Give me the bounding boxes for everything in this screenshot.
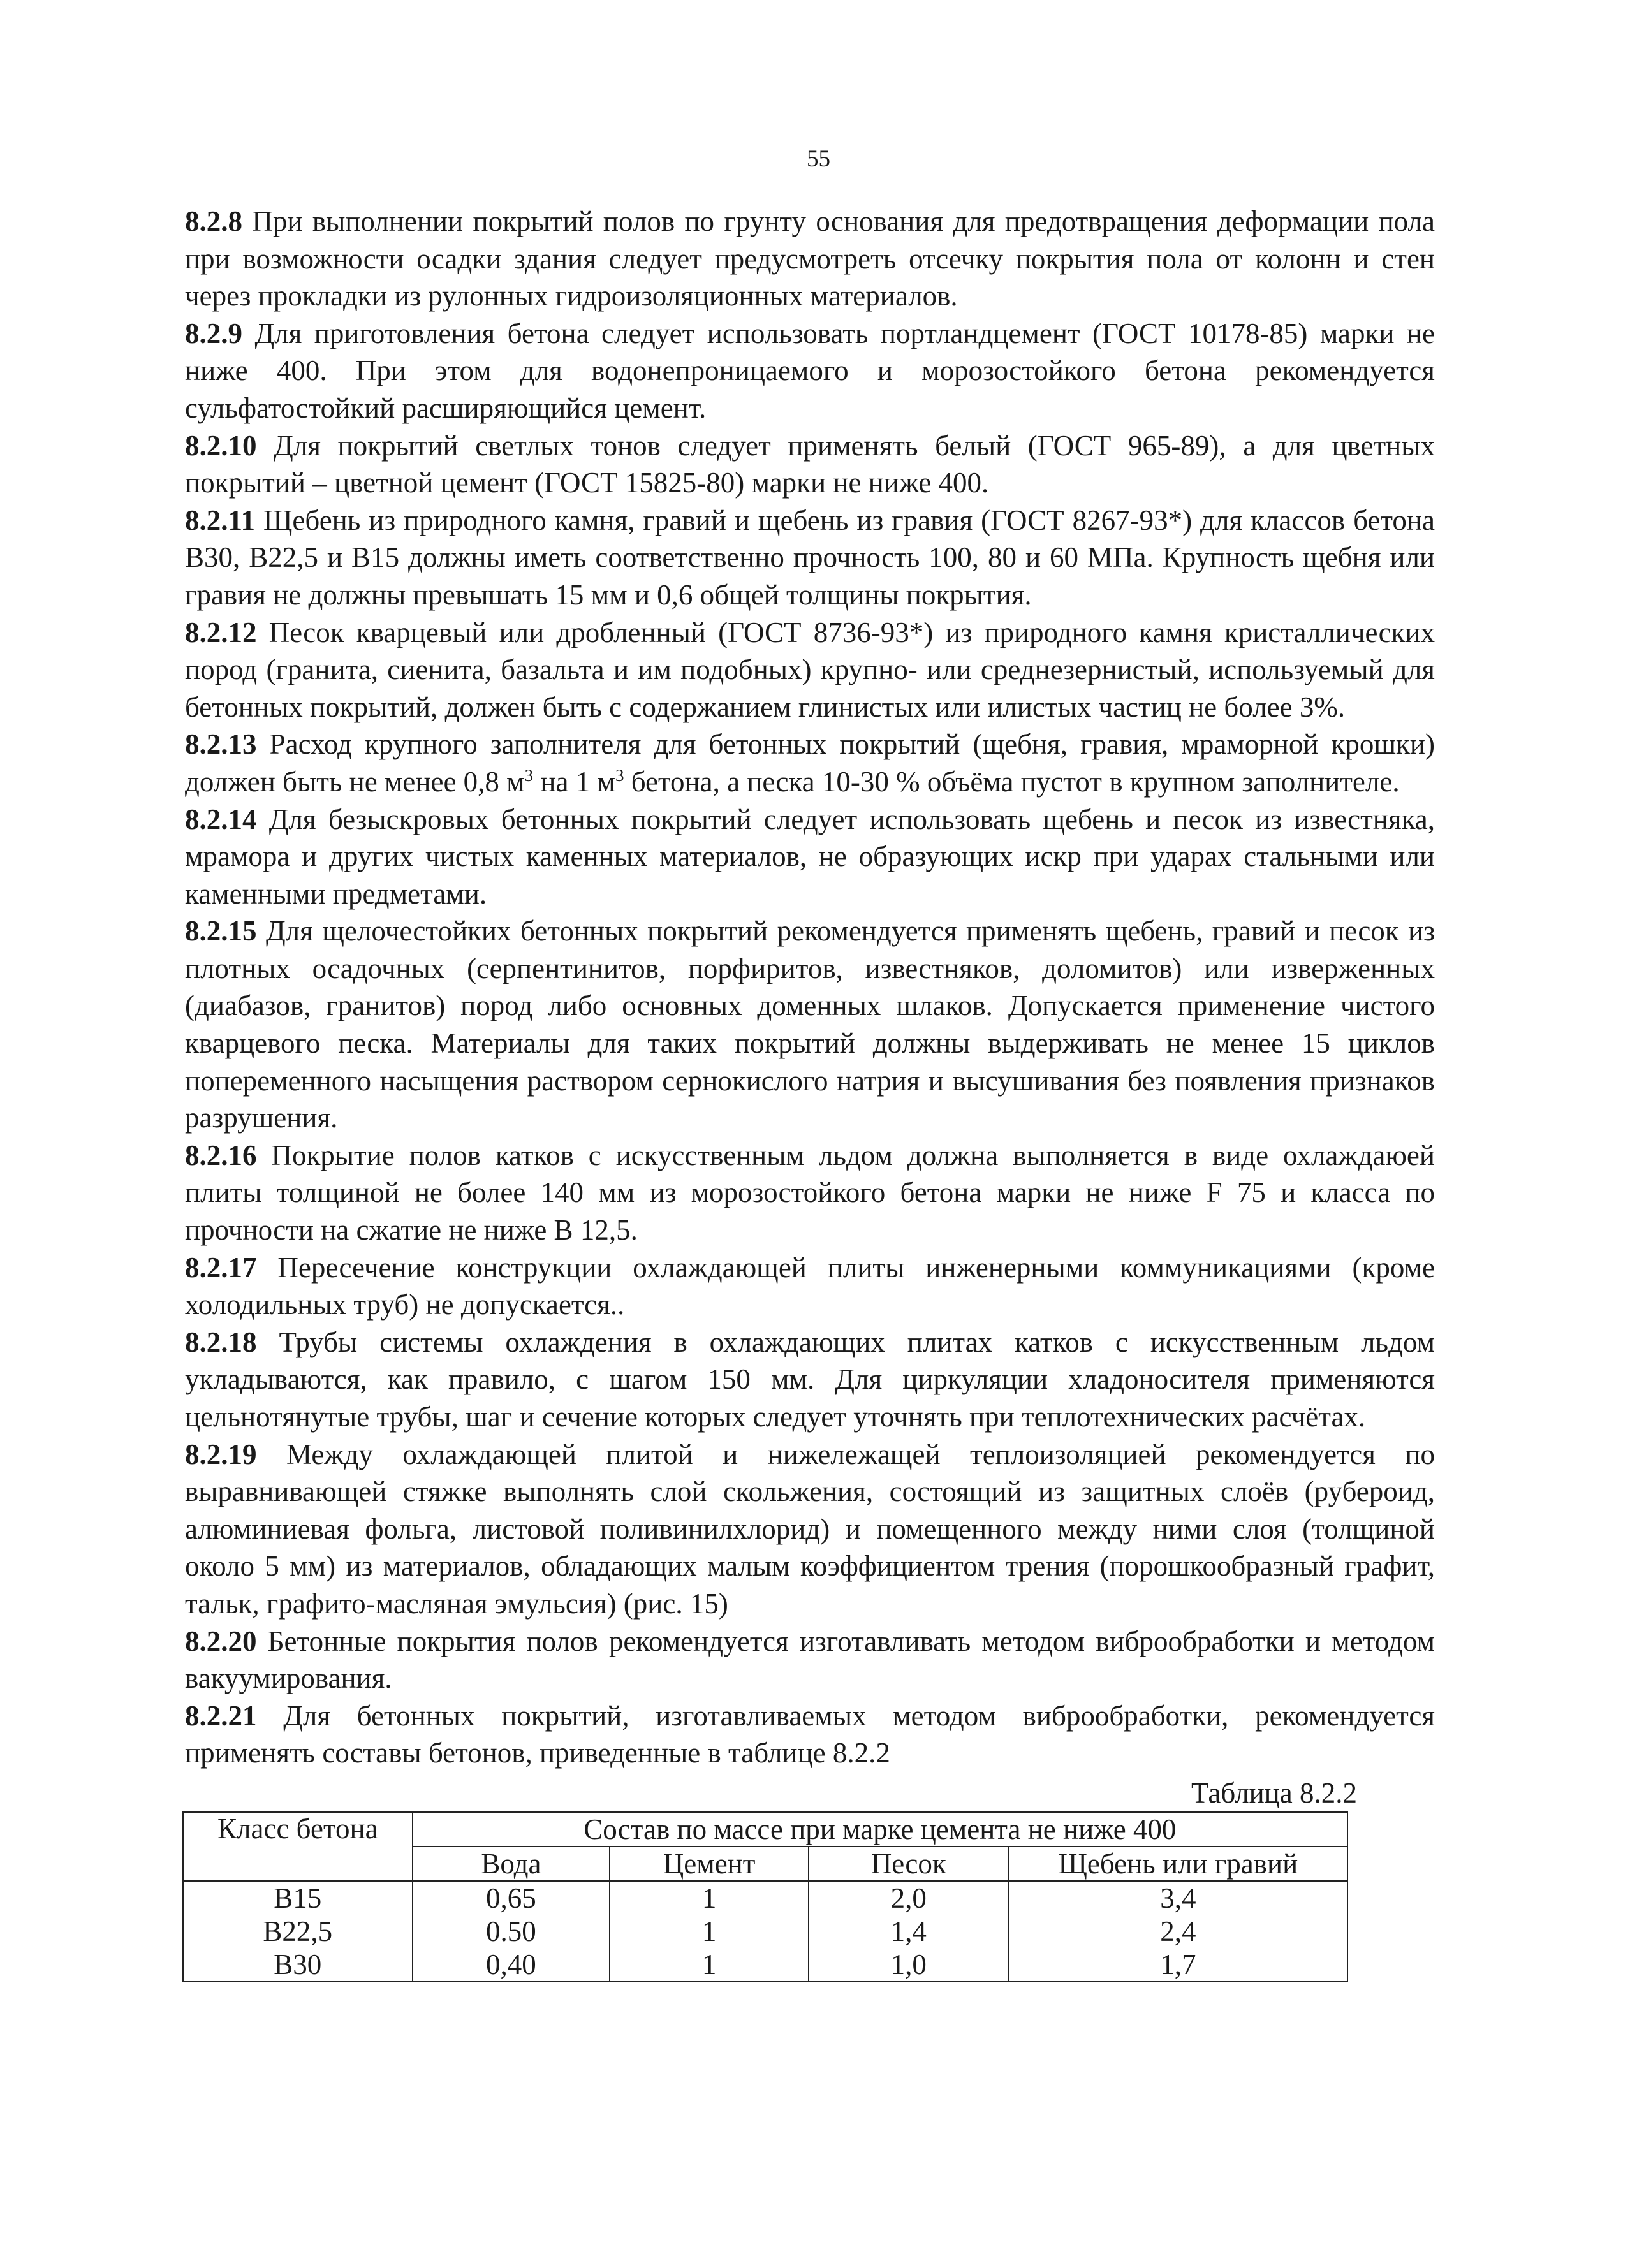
paragraph-text: Для безыскровых бетонных покрытий следует использовать щебень и песок из известняка, мрамора и других чистых каменных материалов, не образующих искр при ударах стальными или каменными предметами.: [185, 803, 1435, 910]
paragraph-8-2-12: [185, 614, 1435, 726]
clause-number: 8.2.20: [185, 1625, 257, 1657]
superscript: 3: [524, 765, 534, 785]
clause-number: 8.2.9: [185, 317, 242, 349]
header-gravel: Щебень или гравий: [1009, 1847, 1347, 1881]
paragraph-8-2-21: [185, 1697, 1435, 1772]
table-row: [183, 1881, 1347, 1915]
paragraph-text: Песок кварцевый или дробленный (ГОСТ 8736-93*) из природного камня кристаллических пород (гранита, сиенита, базальта и им подобных) крупно- или среднезернистый, используемый для бетонных покрытий, должен быть с содержанием глинистых или илистых частиц не более 3%.: [185, 616, 1435, 723]
paragraph-text: Трубы системы охлаждения в охлаждающих плитах катков с искусственным льдом укладываются, как правило, с шагом 150 мм. Для циркуляции хладоносителя применяются цельнотянутые трубы, шаг и сечение которых следует уточнять при теплотехнических расчётах.: [185, 1326, 1435, 1433]
paragraph-8-2-9: [185, 315, 1435, 427]
cell-class: В30: [183, 1948, 413, 1982]
paragraph-8-2-10: [185, 427, 1435, 502]
clause-number: 8.2.13: [185, 728, 257, 761]
paragraph-8-2-18: [185, 1324, 1435, 1436]
paragraph-8-2-8: [185, 203, 1435, 315]
cell-water: 0,65: [413, 1881, 610, 1915]
clause-number: 8.2.17: [185, 1251, 257, 1284]
paragraph-text: Для покрытий светлых тонов следует применять белый (ГОСТ 965-89), а для цветных покрытий – цветной цемент (ГОСТ 15825-80) марки не ниже 400.: [185, 429, 1435, 499]
paragraph-text: Для бетонных покрытий, изготавливаемых методом виброобработки, рекомендуется применять составы бетонов, приведенные в таблице 8.2.2: [185, 1699, 1435, 1769]
cell-class: В15: [183, 1881, 413, 1915]
clause-number: 8.2.21: [185, 1699, 257, 1732]
table-row: [183, 1948, 1347, 1982]
paragraph-8-2-14: [185, 801, 1435, 913]
paragraph-text: Для приготовления бетона следует использовать портландцемент (ГОСТ 10178-85) марки не ниже 400. При этом для водонепроницаемого и морозостойкого бетона рекомендуется сульфатостойкий расширяющийся цемент.: [185, 317, 1435, 424]
paragraph-text: Пересечение конструкции охлаждающей плиты инженерными коммуникациями (кроме холодильных труб) не допускается..: [185, 1251, 1435, 1321]
cell-cement: 1: [610, 1948, 809, 1982]
table-caption: Таблица 8.2.2: [1191, 1776, 1357, 1809]
header-composition: Состав по массе при марке цемента не ниже 400: [413, 1812, 1347, 1847]
clause-number: 8.2.18: [185, 1326, 257, 1358]
paragraph-text: Для щелочестойких бетонных покрытий рекомендуется применять щебень, гравий и песок из плотных осадочных (серпентинитов, порфиритов, известняков, доломитов) или изверженных (диабазов, гранитов) пород либо основных доменных шлаков. Допускается применение чистого кварцевого песка. Материалы для таких покрытий должны выдерживать не менее 15 циклов попеременного насыщения раствором сернокислого натрия и высушивания без появления признаков разрушения.: [185, 915, 1435, 1134]
paragraph-8-2-13: [185, 726, 1435, 800]
clause-number: 8.2.19: [185, 1438, 257, 1470]
clause-number: 8.2.12: [185, 616, 257, 648]
concrete-composition-table: [182, 1811, 1348, 1982]
page-number: 55: [807, 146, 830, 172]
paragraph-8-2-19: [185, 1436, 1435, 1623]
header-water: Вода: [413, 1847, 610, 1881]
paragraph-8-2-16: [185, 1137, 1435, 1249]
table-header-row: [183, 1812, 1347, 1847]
cell-gravel: 1,7: [1009, 1948, 1347, 1982]
paragraph-text: бетона, а песка 10-30 % объёма пустот в крупном заполнителе.: [624, 765, 1400, 798]
header-cement: Цемент: [610, 1847, 809, 1881]
cell-class: В22,5: [183, 1915, 413, 1948]
clause-number: 8.2.11: [185, 504, 256, 536]
paragraph-text: на 1 м: [533, 765, 615, 798]
cell-cement: 1: [610, 1915, 809, 1948]
paragraph-8-2-17: [185, 1249, 1435, 1324]
cell-gravel: 3,4: [1009, 1881, 1347, 1915]
paragraph-8-2-11: [185, 502, 1435, 614]
cell-gravel: 2,4: [1009, 1915, 1347, 1948]
paragraph-8-2-20: [185, 1623, 1435, 1697]
clause-number: 8.2.15: [185, 915, 257, 947]
clause-number: 8.2.10: [185, 429, 257, 462]
paragraph-text: Покрытие полов катков с искусственным льдом должна выполняется в виде охлаждаюей плиты толщиной не более 140 мм из морозостойкого бетона марки не ниже F 75 и класса по прочности на сжатие не ниже В 12,5.: [185, 1139, 1435, 1247]
cell-sand: 2,0: [809, 1881, 1009, 1915]
cell-sand: 1,4: [809, 1915, 1009, 1948]
cell-water: 0.50: [413, 1915, 610, 1948]
header-sand: Песок: [809, 1847, 1009, 1881]
cell-sand: 1,0: [809, 1948, 1009, 1982]
paragraph-8-2-15: [185, 912, 1435, 1137]
paragraph-text: Расход крупного заполнителя для бетонных покрытий (щебня, гравия, мраморной крошки) должен быть не менее 0,8 м: [185, 728, 1435, 798]
paragraph-text: Щебень из природного камня, гравий и щебень из гравия (ГОСТ 8267-93*) для классов бетона В30, В22,5 и В15 должны иметь соответственно прочность 100, 80 и 60 МПа. Крупность щебня или гравия не должны превышать 15 мм и 0,6 общей толщины покрытия.: [185, 504, 1435, 611]
table-row: [183, 1915, 1347, 1948]
clause-number: 8.2.14: [185, 803, 257, 835]
clause-number: 8.2.8: [185, 205, 242, 237]
superscript: 3: [615, 765, 624, 785]
header-concrete-class: Класс бетона: [183, 1812, 413, 1881]
clause-number: 8.2.16: [185, 1139, 257, 1171]
cell-cement: 1: [610, 1881, 809, 1915]
paragraph-text: Бетонные покрытия полов рекомендуется изготавливать методом виброобработки и методом вакуумирования.: [185, 1625, 1435, 1695]
cell-water: 0,40: [413, 1948, 610, 1982]
document-body: [185, 203, 1435, 1982]
paragraph-text: При выполнении покрытий полов по грунту основания для предотвращения деформации пола при возможности осадки здания следует предусмотреть отсечку покрытия пола от колонн и стен через прокладки из рулонных гидроизоляционных материалов.: [185, 205, 1435, 312]
paragraph-text: Между охлаждающей плитой и нижележащей теплоизоляцией рекомендуется по выравнивающей стяжке выполнять слой скольжения, состоящий из защитных слоёв (рубероид, алюминиевая фольга, листовой поливинилхлорид) и помещенного между ними слоя (толщиной около 5 мм) из материалов, обладающих малым коэффициентом трения (порошкообразный графит, тальк, графито-масляная эмульсия) (рис. 15): [185, 1438, 1435, 1620]
